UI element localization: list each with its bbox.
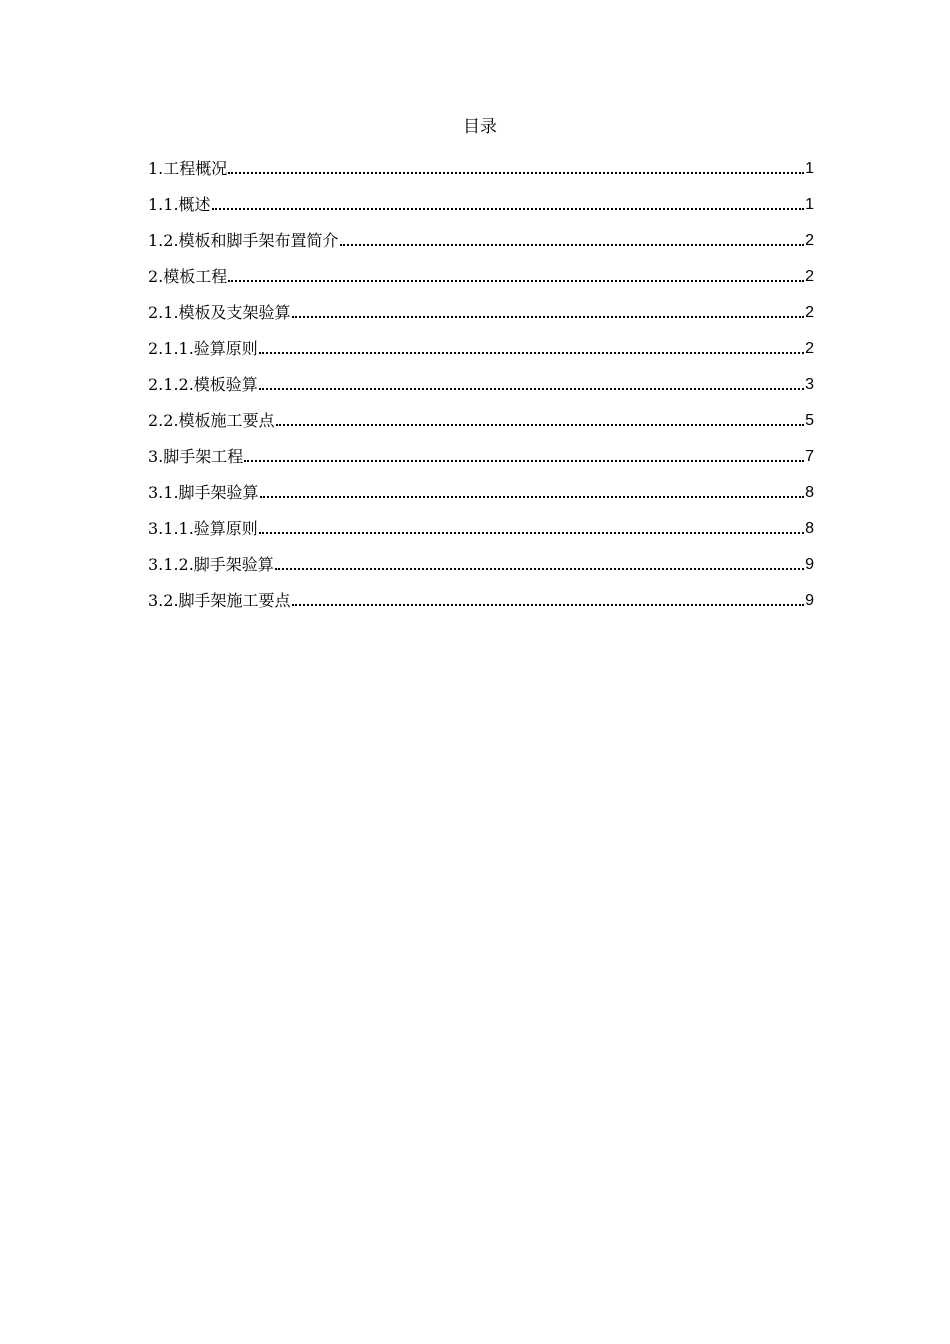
toc-dot-leader [276, 424, 805, 426]
toc-entry[interactable] [148, 435, 814, 471]
toc-entry[interactable] [148, 471, 814, 507]
toc-entry-page: 5 [805, 412, 814, 429]
toc-entry-page: 8 [805, 484, 814, 501]
toc-entry-label: 1.2.模板和脚手架布置简介 [148, 231, 339, 250]
toc-entry[interactable] [148, 579, 814, 615]
toc-entry[interactable] [148, 363, 814, 399]
toc-entry-page: 1 [805, 196, 814, 213]
toc-dot-leader [340, 244, 805, 246]
table-of-contents [148, 147, 814, 615]
toc-title: 目录 [463, 117, 497, 137]
toc-entry-page: 2 [805, 340, 814, 357]
toc-dot-leader [260, 496, 805, 498]
toc-dot-leader [212, 208, 805, 210]
toc-entry-label: 2.1.2.模板验算 [148, 375, 258, 394]
toc-entry-page: 9 [805, 592, 814, 609]
toc-entry[interactable] [148, 291, 814, 327]
toc-entry[interactable] [148, 219, 814, 255]
toc-entry[interactable] [148, 327, 814, 363]
toc-dot-leader [259, 388, 804, 390]
toc-entry-page: 2 [805, 232, 814, 249]
toc-entry-label: 3.2.脚手架施工要点 [148, 591, 291, 610]
toc-entry-page: 2 [805, 304, 814, 321]
toc-entry-label: 1.1.概述 [148, 195, 211, 214]
toc-entry-label: 2.模板工程 [148, 267, 228, 286]
toc-dot-leader [292, 604, 805, 606]
toc-entry-label: 2.1.模板及支架验算 [148, 303, 291, 322]
toc-dot-leader [259, 532, 804, 534]
toc-dot-leader [228, 280, 804, 282]
toc-dot-leader [275, 568, 804, 570]
toc-entry[interactable] [148, 147, 814, 183]
toc-entry-label: 2.1.1.验算原则 [148, 339, 258, 358]
toc-entry[interactable] [148, 255, 814, 291]
toc-entry-label: 3.1.1.验算原则 [148, 519, 258, 538]
toc-entry-label: 3.1.脚手架验算 [148, 483, 259, 502]
toc-entry-label: 1.工程概况 [148, 159, 228, 178]
toc-entry[interactable] [148, 507, 814, 543]
toc-entry-page: 1 [805, 160, 814, 177]
toc-entry-label: 3.1.2.脚手架验算 [148, 555, 274, 574]
toc-entry-label: 2.2.模板施工要点 [148, 411, 275, 430]
toc-dot-leader [228, 172, 804, 174]
toc-entry[interactable] [148, 543, 814, 579]
toc-entry-page: 9 [805, 556, 814, 573]
toc-dot-leader [244, 460, 804, 462]
toc-entry-page: 2 [805, 268, 814, 285]
toc-entry[interactable] [148, 183, 814, 219]
toc-entry-label: 3.脚手架工程 [148, 447, 244, 466]
toc-entry-page: 7 [805, 448, 814, 465]
toc-dot-leader [292, 316, 805, 318]
toc-dot-leader [259, 352, 804, 354]
toc-entry[interactable] [148, 399, 814, 435]
toc-entry-page: 3 [805, 376, 814, 393]
toc-entry-page: 8 [805, 520, 814, 537]
